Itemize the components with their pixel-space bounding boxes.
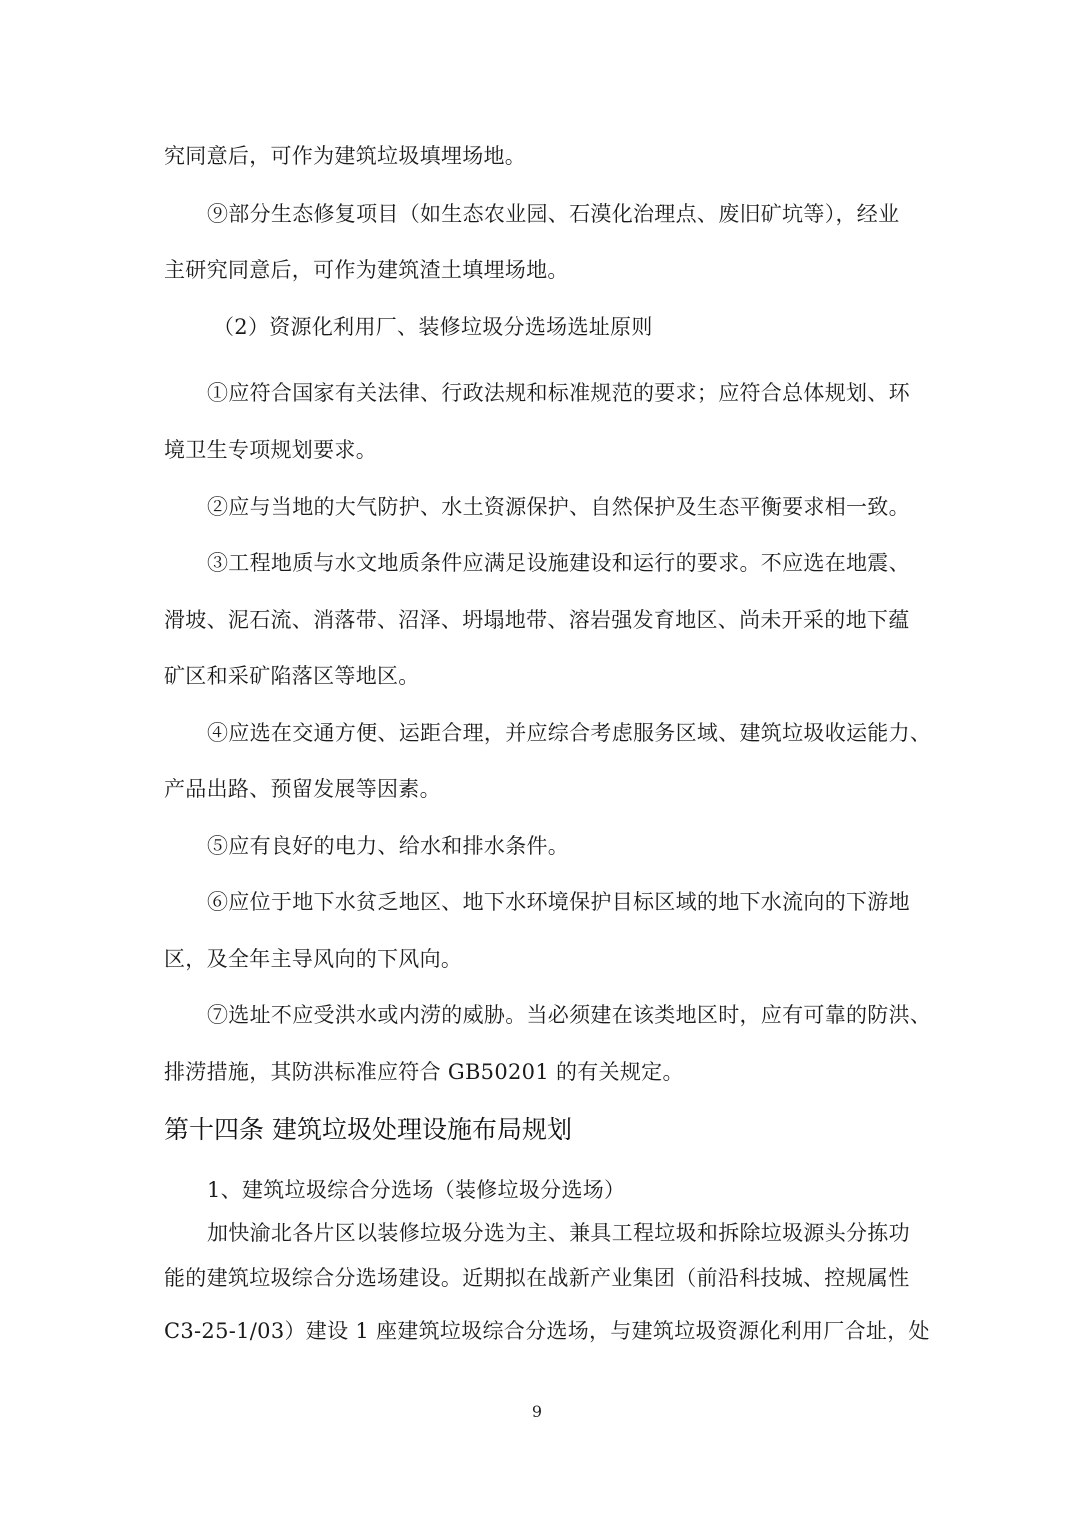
paragraph-line: ①应符合国家有关法律、行政法规和标准规范的要求；应符合总体规划、环 (207, 381, 910, 405)
paragraph-line: 主研究同意后，可作为建筑渣土填埋场地。 (164, 258, 569, 282)
paragraph-line: ⑦选址不应受洪水或内涝的威胁。当必须建在该类地区时，应有可靠的防洪、 (207, 1003, 932, 1027)
paragraph-line: 排涝措施，其防洪标准应符合 GB50201 的有关规定。 (164, 1060, 684, 1084)
paragraph-line: ③工程地质与水文地质条件应满足设施建设和运行的要求。不应选在地震、 (207, 551, 910, 575)
paragraph-line: C3-25-1/03）建设 1 座建筑垃圾综合分选场，与建筑垃圾资源化利用厂合址，处 (164, 1319, 930, 1343)
section-subheading: （2）资源化利用厂、装修垃圾分选场选址原则 (213, 315, 653, 339)
paragraph-line: ⑨部分生态修复项目（如生态农业园、石漠化治理点、废旧矿坑等），经业 (207, 202, 900, 226)
paragraph-line: 境卫生专项规划要求。 (164, 438, 377, 462)
paragraph-line: 矿区和采矿陷落区等地区。 (164, 664, 420, 688)
paragraph-line: 滑坡、泥石流、消落带、沼泽、坍塌地带、溶岩强发育地区、尚未开采的地下蕴 (164, 608, 910, 632)
paragraph-line: 能的建筑垃圾综合分选场建设。近期拟在战新产业集团（前沿科技城、控规属性 (164, 1266, 910, 1290)
page-number: 9 (531, 1402, 543, 1421)
paragraph-line: 究同意后，可作为建筑垃圾填埋场地。 (164, 144, 527, 168)
article-heading: 第十四条 建筑垃圾处理设施布局规划 (164, 1115, 572, 1144)
paragraph-line: 区，及全年主导风向的下风向。 (164, 947, 463, 971)
paragraph-line: 加快渝北各片区以装修垃圾分选为主、兼具工程垃圾和拆除垃圾源头分拣功 (207, 1221, 910, 1245)
paragraph-line: ④应选在交通方便、运距合理，并应综合考虑服务区域、建筑垃圾收运能力、 (207, 721, 932, 745)
paragraph-line: ⑥应位于地下水贫乏地区、地下水环境保护目标区域的地下水流向的下游地 (207, 890, 910, 914)
section-subheading: 1、建筑垃圾综合分选场（装修垃圾分选场） (207, 1178, 626, 1202)
paragraph-line: 产品出路、预留发展等因素。 (164, 777, 441, 801)
paragraph-line: ②应与当地的大气防护、水土资源保护、自然保护及生态平衡要求相一致。 (207, 495, 910, 519)
paragraph-line: ⑤应有良好的电力、给水和排水条件。 (207, 834, 570, 858)
